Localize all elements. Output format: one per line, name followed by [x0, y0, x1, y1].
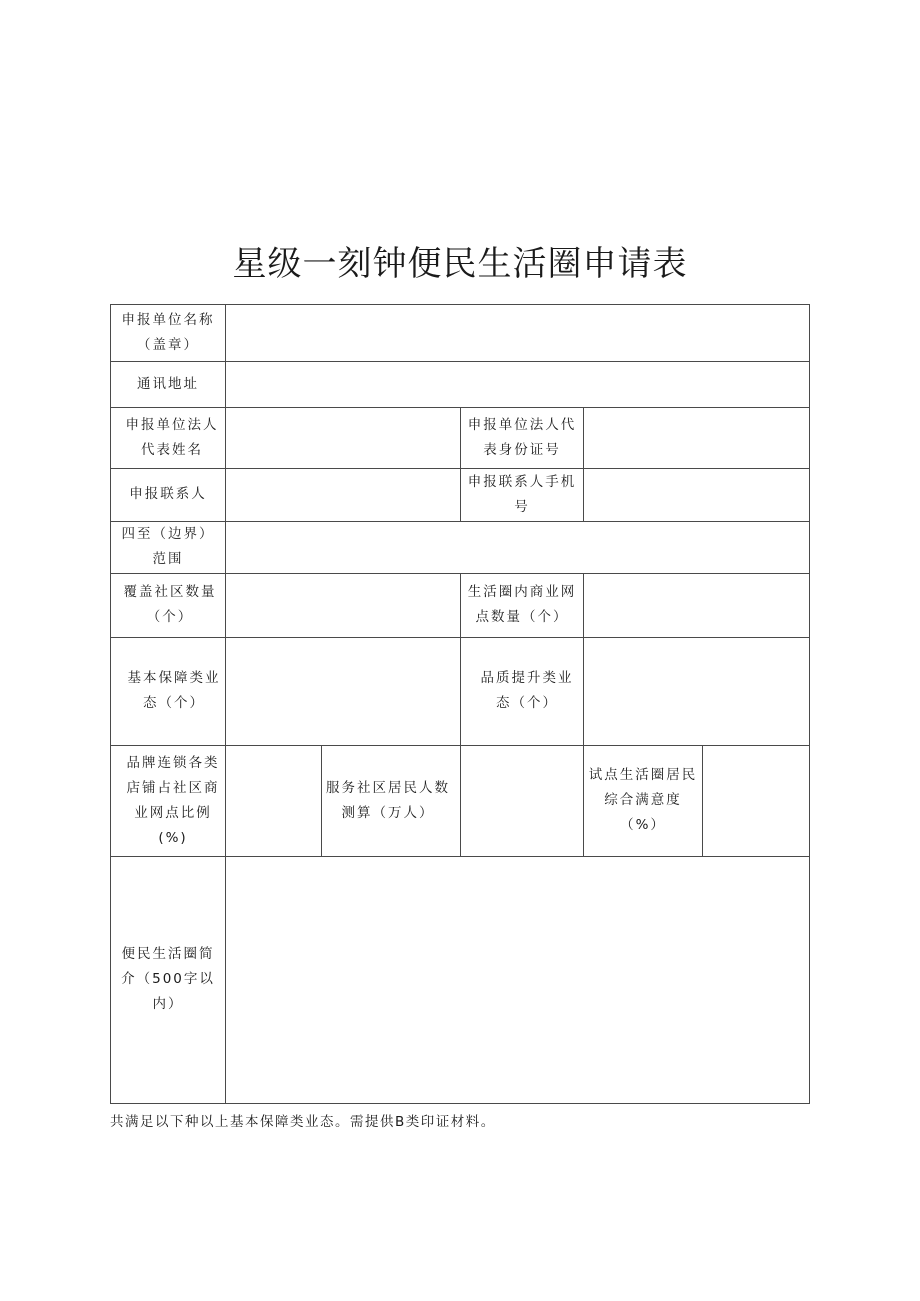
footnote: 共满足以下种以上基本保障类业态。需提供B类印证材料。	[110, 1114, 496, 1130]
column-divider	[460, 407, 461, 521]
basic-formats-field[interactable]	[226, 638, 460, 745]
label-intro: 便民生活圈简介（500字以内）	[121, 946, 215, 1012]
label-satisfaction: 试点生活圈居民综合满意度（%）	[588, 767, 698, 833]
intro-field[interactable]	[226, 857, 809, 1103]
application-form-table	[110, 304, 810, 1104]
label-basic-formats: 基本保障类业态（个）	[127, 670, 221, 711]
chain-ratio-field[interactable]	[226, 746, 321, 856]
label-contact: 申报联系人	[129, 486, 207, 502]
label-community-count: 覆盖社区数量（个）	[123, 584, 217, 625]
address-field[interactable]	[226, 362, 809, 407]
boundary-field[interactable]	[226, 522, 809, 573]
label-contact-phone: 申报联系人手机号	[467, 473, 577, 515]
legal-rep-id-field[interactable]	[584, 408, 809, 468]
label-quality-formats: 品质提升类业态（个）	[480, 670, 574, 711]
label-outlet-count: 生活圈内商业网点数量（个）	[467, 584, 577, 625]
column-divider	[321, 745, 322, 856]
label-residents: 服务社区居民人数测算（万人）	[326, 779, 450, 821]
contact-phone-field[interactable]	[584, 469, 809, 521]
unit-name-field[interactable]	[226, 305, 809, 361]
outlet-count-field[interactable]	[584, 574, 809, 637]
page-title: 星级一刻钟便民生活圈申请表	[232, 244, 688, 284]
table-border-bottom	[110, 1103, 810, 1104]
quality-formats-field[interactable]	[584, 638, 809, 745]
label-legal-rep-id: 申报单位法人代表身份证号	[467, 416, 577, 458]
label-boundary: 四至（边界）范围	[121, 526, 215, 567]
label-legal-rep-name: 申报单位法人代表姓名	[125, 416, 219, 458]
residents-field[interactable]	[461, 746, 583, 856]
label-address: 通讯地址	[137, 375, 199, 392]
table-border-left	[110, 304, 111, 1104]
legal-rep-name-field[interactable]	[226, 408, 460, 468]
label-chain-ratio: 品牌连锁各类店铺占社区商业网点比例(%)	[126, 754, 220, 846]
contact-field[interactable]	[226, 469, 460, 521]
table-border-right	[809, 304, 810, 1104]
community-count-field[interactable]	[226, 574, 460, 637]
label-unit-name: 申报单位名称（盖章）	[121, 311, 215, 353]
satisfaction-field[interactable]	[703, 746, 809, 856]
